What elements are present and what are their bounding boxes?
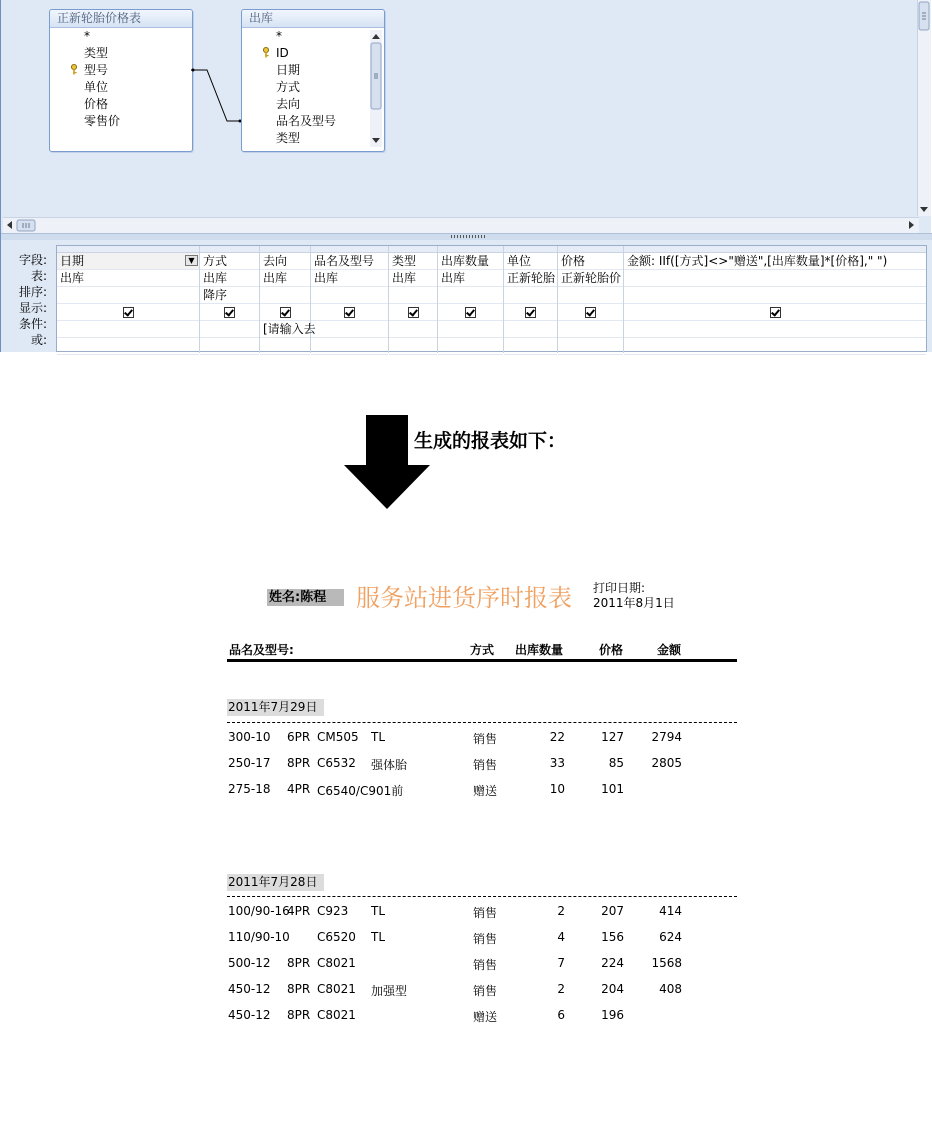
grid-cell-show <box>389 304 437 321</box>
grid-cell-criteria[interactable] <box>57 321 199 338</box>
column-selector[interactable] <box>260 246 310 253</box>
cell-spec: 110/90-10 <box>228 930 290 944</box>
grid-cell-criteria[interactable] <box>558 321 623 338</box>
cell-amount: 624 <box>659 930 682 944</box>
grid-cell-or[interactable] <box>504 338 557 355</box>
field-item[interactable]: 日期 <box>276 63 301 77</box>
group-divider <box>227 896 737 897</box>
grid-cell-table[interactable]: 正新轮胎 <box>504 270 557 287</box>
grid-cell-sort[interactable] <box>260 287 310 304</box>
header-product: 品名及型号: <box>229 643 294 657</box>
report-title: 服务站进货序时报表 <box>356 584 572 612</box>
field-item[interactable]: * <box>276 29 282 43</box>
grid-cell-sort[interactable] <box>504 287 557 304</box>
cell-price: 196 <box>601 1008 624 1022</box>
report-name-label: 姓名:陈程 <box>267 589 344 606</box>
cell-ply: 8PR <box>287 982 311 996</box>
grid-column[interactable] <box>260 246 316 353</box>
cell-spec: 450-12 <box>228 1008 271 1022</box>
show-checkbox[interactable] <box>465 307 476 318</box>
cell-model: C923 <box>317 904 349 918</box>
show-checkbox[interactable] <box>408 307 419 318</box>
grid-cell-criteria[interactable] <box>504 321 557 338</box>
relationship-line[interactable] <box>1 0 261 160</box>
grid-cell-table[interactable]: 出库 <box>389 270 437 287</box>
grid-cell-show <box>624 304 926 321</box>
grid-cell-criteria[interactable]: [请输入去 <box>260 321 310 338</box>
cell-qty: 7 <box>557 956 565 970</box>
cell-method: 赠送 <box>473 784 498 798</box>
grid-cell-or[interactable] <box>311 338 388 355</box>
grid-cell-or[interactable] <box>558 338 623 355</box>
cell-spec: 250-17 <box>228 756 271 770</box>
grid-cell-criteria[interactable] <box>200 321 259 338</box>
grid-column[interactable] <box>200 246 260 353</box>
column-selector[interactable] <box>438 246 503 253</box>
grid-column[interactable] <box>558 246 624 353</box>
grid-column[interactable] <box>57 246 200 353</box>
field-item[interactable]: 型号 <box>84 63 109 77</box>
cell-spec: 100/90-16 <box>228 904 290 918</box>
grid-cell-field[interactable]: 金额: IIf([方式]<>"赠送",[出库数量]*[价格]," ") <box>624 253 926 270</box>
cell-amount: 2805 <box>651 756 682 770</box>
grid-cell-field[interactable]: 品名及型号 <box>311 253 388 270</box>
vertical-scrollbar[interactable] <box>917 0 931 216</box>
grid-cell-sort[interactable] <box>438 287 503 304</box>
cell-price: 204 <box>601 982 624 996</box>
row-label-table: 表: <box>30 269 47 283</box>
splitter-grip-icon[interactable] <box>451 235 487 238</box>
grid-cell-criteria[interactable] <box>389 321 437 338</box>
row-label-or: 或: <box>30 333 47 347</box>
horizontal-scrollbar[interactable] <box>3 217 919 233</box>
primary-key-icon <box>262 47 270 58</box>
field-list-outbound <box>242 28 384 151</box>
column-selector[interactable] <box>624 246 926 253</box>
grid-column[interactable] <box>504 246 558 353</box>
grid-cell-show <box>438 304 503 321</box>
cell-type: 强体胎 <box>371 758 408 772</box>
grid-cell-field[interactable]: 类型 <box>389 253 437 270</box>
print-date-label: 打印日期: <box>593 581 646 595</box>
header-rule <box>227 659 737 662</box>
grid-cell-show <box>57 304 199 321</box>
grid-cell-or[interactable] <box>624 338 926 355</box>
grid-cell-or[interactable] <box>200 338 259 355</box>
table-title-outbound[interactable]: 出库 <box>242 10 384 28</box>
cell-model: CM505 <box>317 730 359 744</box>
cell-amount: 2794 <box>651 730 682 744</box>
field-item[interactable]: 类型 <box>84 46 109 60</box>
cell-price: 156 <box>601 930 624 944</box>
design-grid-area <box>1 240 932 352</box>
cell-ply: 8PR <box>287 956 311 970</box>
group-divider <box>227 722 737 723</box>
cell-qty: 33 <box>549 756 565 770</box>
group-date-band: 2011年7月29日 <box>227 699 324 716</box>
grid-cell-or[interactable] <box>389 338 437 355</box>
show-checkbox[interactable] <box>344 307 355 318</box>
header-amount: 金额 <box>657 643 682 657</box>
cell-qty: 4 <box>557 930 565 944</box>
cell-ply: 8PR <box>287 1008 311 1022</box>
cell-model: C8021 <box>317 956 356 970</box>
grid-cell-field[interactable] <box>57 253 199 270</box>
grid-cell-table[interactable]: 出库 <box>438 270 503 287</box>
print-date-block <box>593 581 675 611</box>
cell-model: C6532 <box>317 756 356 770</box>
column-selector[interactable] <box>389 246 437 253</box>
cell-type: 加强型 <box>371 984 408 998</box>
show-checkbox[interactable] <box>224 307 235 318</box>
row-label-show: 显示: <box>18 301 47 315</box>
cell-price: 127 <box>601 730 624 744</box>
row-label-sort: 排序: <box>18 285 47 299</box>
column-selector[interactable] <box>558 246 623 253</box>
grid-column[interactable] <box>389 246 438 353</box>
cell-type: TL <box>371 904 386 918</box>
show-checkbox[interactable] <box>123 307 134 318</box>
table-box-outbound[interactable] <box>241 9 385 152</box>
field-item[interactable]: 品名及型号 <box>276 114 337 128</box>
cell-model: C6540/C901前 <box>317 784 404 798</box>
grid-cell-sort[interactable] <box>311 287 388 304</box>
cell-spec: 450-12 <box>228 982 271 996</box>
header-method: 方式 <box>470 643 495 657</box>
cell-price: 85 <box>608 756 624 770</box>
cell-spec: 300-10 <box>228 730 271 744</box>
field-item[interactable]: 类型 <box>276 131 301 145</box>
grid-cell-criteria[interactable] <box>624 321 926 338</box>
grid-cell-table[interactable]: 正新轮胎价 <box>558 270 623 287</box>
cell-price: 207 <box>601 904 624 918</box>
cell-method: 销售 <box>473 984 498 998</box>
field-item[interactable]: 价格 <box>84 97 109 111</box>
cell-qty: 10 <box>549 782 565 796</box>
query-design-grid <box>56 245 927 352</box>
cell-amount: 408 <box>659 982 682 996</box>
cell-ply: 4PR <box>287 782 311 796</box>
grid-cell-text: 日期 <box>60 254 85 268</box>
grid-cell-table[interactable]: 出库 <box>260 270 310 287</box>
field-item[interactable]: ID <box>276 46 289 60</box>
grid-cell-table[interactable] <box>624 270 926 287</box>
cell-model: C8021 <box>317 982 356 996</box>
header-price: 价格 <box>599 643 624 657</box>
row-label-field: 字段: <box>18 253 47 267</box>
cell-type: TL <box>371 930 386 944</box>
field-item[interactable]: 去向 <box>276 97 301 111</box>
cell-qty: 22 <box>549 730 565 744</box>
grid-cell-field[interactable]: 单位 <box>504 253 557 270</box>
cell-qty: 6 <box>557 1008 565 1022</box>
column-selector[interactable] <box>57 246 199 253</box>
group-date-band: 2011年7月28日 <box>227 874 324 891</box>
field-item[interactable]: 零售价 <box>84 114 121 128</box>
column-selector[interactable] <box>504 246 557 253</box>
grid-cell-sort[interactable] <box>624 287 926 304</box>
cell-price: 224 <box>601 956 624 970</box>
grid-cell-show <box>200 304 259 321</box>
cell-model: C6520 <box>317 930 356 944</box>
cell-type: TL <box>371 730 386 744</box>
show-checkbox[interactable] <box>280 307 291 318</box>
caption-text: 生成的报表如下： <box>414 430 567 452</box>
grid-cell-or[interactable] <box>57 338 199 355</box>
grid-row-labels <box>1 252 53 348</box>
grid-column[interactable] <box>624 246 926 353</box>
header-qty: 出库数量 <box>515 643 564 657</box>
show-checkbox[interactable] <box>525 307 536 318</box>
grid-column[interactable] <box>438 246 504 353</box>
field-list-scrollbar[interactable] <box>370 30 382 147</box>
grid-cell-table[interactable]: 出库 <box>311 270 388 287</box>
table-pane <box>1 0 919 216</box>
show-checkbox[interactable] <box>770 307 781 318</box>
cell-qty: 2 <box>557 904 565 918</box>
grid-cell-show <box>260 304 310 321</box>
grid-cell-or[interactable] <box>438 338 503 355</box>
cell-amount: 414 <box>659 904 682 918</box>
grid-cell-sort[interactable] <box>389 287 437 304</box>
cell-spec: 275-18 <box>228 782 271 796</box>
cell-method: 销售 <box>473 932 498 946</box>
cell-qty: 2 <box>557 982 565 996</box>
table-title-price[interactable]: 正新轮胎价格表 <box>50 10 192 28</box>
grid-cell-show <box>558 304 623 321</box>
cell-ply: 6PR <box>287 730 311 744</box>
grid-cell-criteria[interactable] <box>311 321 388 338</box>
grid-cell-or[interactable] <box>260 338 310 355</box>
cell-amount: 1568 <box>651 956 682 970</box>
grid-cell-sort[interactable] <box>57 287 199 304</box>
field-item[interactable]: 单位 <box>84 80 109 94</box>
cell-method: 销售 <box>473 906 498 920</box>
cell-model: C8021 <box>317 1008 356 1022</box>
grid-cell-field[interactable]: 出库数量 <box>438 253 503 270</box>
cell-price: 101 <box>601 782 624 796</box>
grid-cell-sort[interactable]: 降序 <box>200 287 259 304</box>
grid-cell-field[interactable]: 去向 <box>260 253 310 270</box>
cell-spec: 500-12 <box>228 956 271 970</box>
cell-method: 销售 <box>473 958 498 972</box>
column-selector[interactable] <box>200 246 259 253</box>
field-item[interactable]: * <box>84 29 90 43</box>
grid-cell-show <box>504 304 557 321</box>
grid-cell-field[interactable]: 方式 <box>200 253 259 270</box>
field-item[interactable]: 方式 <box>276 80 301 94</box>
grid-column[interactable] <box>311 246 389 353</box>
grid-cell-criteria[interactable] <box>438 321 503 338</box>
grid-cell-field[interactable]: 价格 <box>558 253 623 270</box>
query-designer <box>0 0 931 352</box>
cell-method: 销售 <box>473 732 498 746</box>
cell-ply: 4PR <box>287 904 311 918</box>
grid-cell-show <box>311 304 388 321</box>
grid-cell-sort[interactable] <box>558 287 623 304</box>
print-date-value: 2011年8月1日 <box>593 596 675 610</box>
dropdown-arrow-icon[interactable]: ▼ <box>185 255 198 266</box>
grid-cell-table[interactable]: 出库 <box>200 270 259 287</box>
cell-method: 赠送 <box>473 1010 498 1024</box>
show-checkbox[interactable] <box>585 307 596 318</box>
grid-cell-table[interactable]: 出库 <box>57 270 199 287</box>
cell-method: 销售 <box>473 758 498 772</box>
cell-ply: 8PR <box>287 756 311 770</box>
column-selector[interactable] <box>311 246 388 253</box>
row-label-criteria: 条件: <box>18 317 47 331</box>
